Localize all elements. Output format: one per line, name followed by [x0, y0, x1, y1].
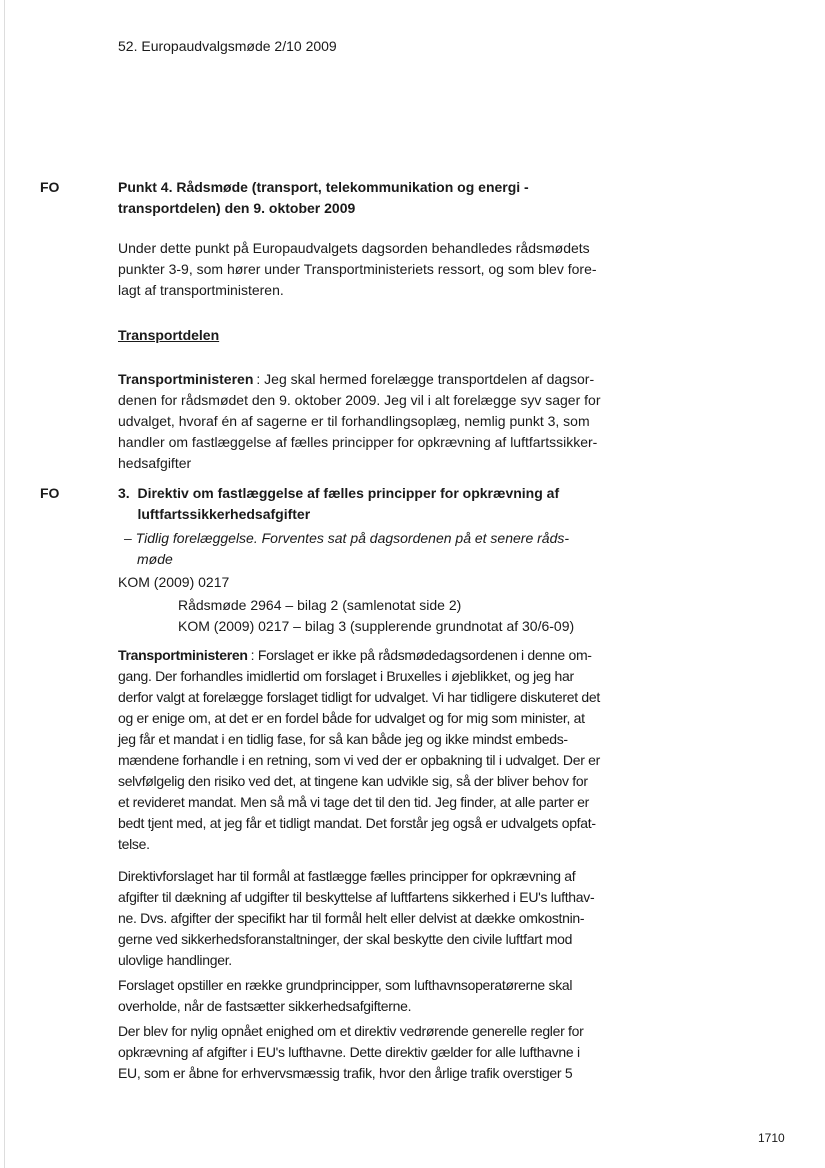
item-note	[124, 528, 569, 570]
title-line: Punkt 4. Rådsmøde (transport, telekommunikation og energi -	[118, 179, 529, 195]
title-line: 3. Direktiv om fastlæggelse af fælles principper for opkrævning af	[118, 485, 560, 501]
minister-paragraph	[118, 369, 601, 474]
subheading: Transportdelen	[118, 327, 220, 343]
text-line: overholde, når de fastsætter sikkerhedsafgifterne.	[118, 998, 412, 1014]
text-line: Direktivforslaget har til formål at fastlægge fælles principper for opkrævning af	[118, 868, 576, 884]
paragraph	[118, 975, 572, 1017]
text-line: ne. Dvs. afgifter der specifikt har til formål helt eller delvist at dække omkostnin-	[118, 910, 585, 926]
section-title	[118, 177, 529, 219]
paragraph	[118, 1021, 584, 1084]
text-line: bedt tjent med, at jeg får et tidligt mandat. Det forstår jeg også er udvalgets opfat-	[118, 815, 596, 831]
text-line: : Jeg skal hermed forelægge transportdelen af dagsor-	[256, 371, 595, 387]
reference-line: KOM (2009) 0217 – bilag 3 (supplerende grundnotat af 30/6-09)	[178, 618, 575, 634]
text-line: jeg får et mandat i en tidlig fase, for så kan både jeg og ikke mindst embeds-	[118, 731, 568, 747]
text-line: udvalget, hvoraf én af sagerne er til forhandlingsoplæg, nemlig punkt 3, som	[118, 413, 590, 429]
minister-statement	[118, 645, 600, 855]
text-line: ulovlige handlinger.	[118, 952, 232, 968]
fo-marker: FO	[40, 179, 60, 195]
text-line: gang. Der forhandles imidlertid om forslaget i Bruxelles i øjeblikket, og jeg har	[118, 668, 574, 684]
text-line: denen for rådsmødet den 9. oktober 2009. Jeg vil i alt forelægge syv sager for	[118, 392, 601, 408]
text-line: punkter 3-9, som hører under Transportministeriets ressort, og som blev fore-	[118, 261, 597, 277]
text-line: selvfølgelig den risiko ved det, at tingene kan udvikle sig, så der bliver behov for	[118, 773, 588, 789]
text-line: mændene forhandle i en retning, som vi ved der er opbakning til i udvalget. Der er	[118, 752, 601, 768]
paragraph	[118, 866, 594, 971]
text-line: telse.	[118, 836, 150, 852]
text-line: møde	[137, 551, 173, 567]
speaker: Transportministeren	[118, 647, 248, 663]
text-line: – Tidlig forelæggelse. Forventes sat på dagsordenen på et senere råds-	[124, 530, 570, 546]
reference: KOM (2009) 0217	[118, 574, 230, 590]
intro-paragraph	[118, 238, 597, 301]
reference-line: Rådsmøde 2964 – bilag 2 (samlenotat side 2)	[178, 597, 462, 613]
text-line: Forslaget opstiller en række grundprincipper, som lufthavnsoperatørerne skal	[118, 977, 573, 993]
sub-references	[178, 595, 574, 637]
text-line: Der blev for nylig opnået enighed om et direktiv vedrørende generelle regler for	[118, 1023, 584, 1039]
text-line: et revideret mandat. Men så må vi tage det til den tid. Jeg finder, at alle parter er	[118, 794, 589, 810]
text-line: lagt af transportministeren.	[118, 282, 284, 298]
text-line: afgifter til dækning af udgifter til beskyttelse af luftfartens sikkerhed i EU's lufthav-	[118, 889, 595, 905]
scan-edge	[4, 0, 5, 1168]
fo-marker: FO	[40, 485, 60, 501]
running-header: 52. Europaudvalgsmøde 2/10 2009	[118, 38, 337, 54]
speaker: Transportministeren	[118, 371, 254, 387]
text-line: og er enige om, at det er en fordel både for udvalget og for mig som minister, at	[118, 710, 585, 726]
title-line: luftfartssikkerhedsafgifter	[118, 506, 311, 522]
text-line: : Forslaget er ikke på rådsmødedagsordenen i denne om-	[250, 647, 592, 663]
text-line: opkrævning af afgifter i EU's lufthavne. Dette direktiv gælder for alle lufthavne i	[118, 1044, 580, 1060]
text-line: Under dette punkt på Europaudvalgets dagsorden behandledes rådsmødets	[118, 240, 590, 256]
text-line: hedsafgifter	[118, 455, 192, 471]
text-line: gerne ved sikkerhedsforanstaltninger, der skal beskytte den civile luftfart mod	[118, 931, 573, 947]
title-line: transportdelen) den 9. oktober 2009	[118, 200, 356, 216]
page-number: 1710	[758, 1131, 785, 1145]
text-line: EU, som er åbne for erhvervsmæssig trafik, hvor den årlige trafik overstiger 5	[118, 1065, 573, 1081]
text-line: derfor valgt at forelægge forslaget tidligt for udvalget. Vi har tidligere diskuteret det	[118, 689, 600, 705]
text-line: handler om fastlæggelse af fælles principper for opkrævning af luftfartssikker-	[118, 434, 598, 450]
item-title	[118, 483, 559, 525]
